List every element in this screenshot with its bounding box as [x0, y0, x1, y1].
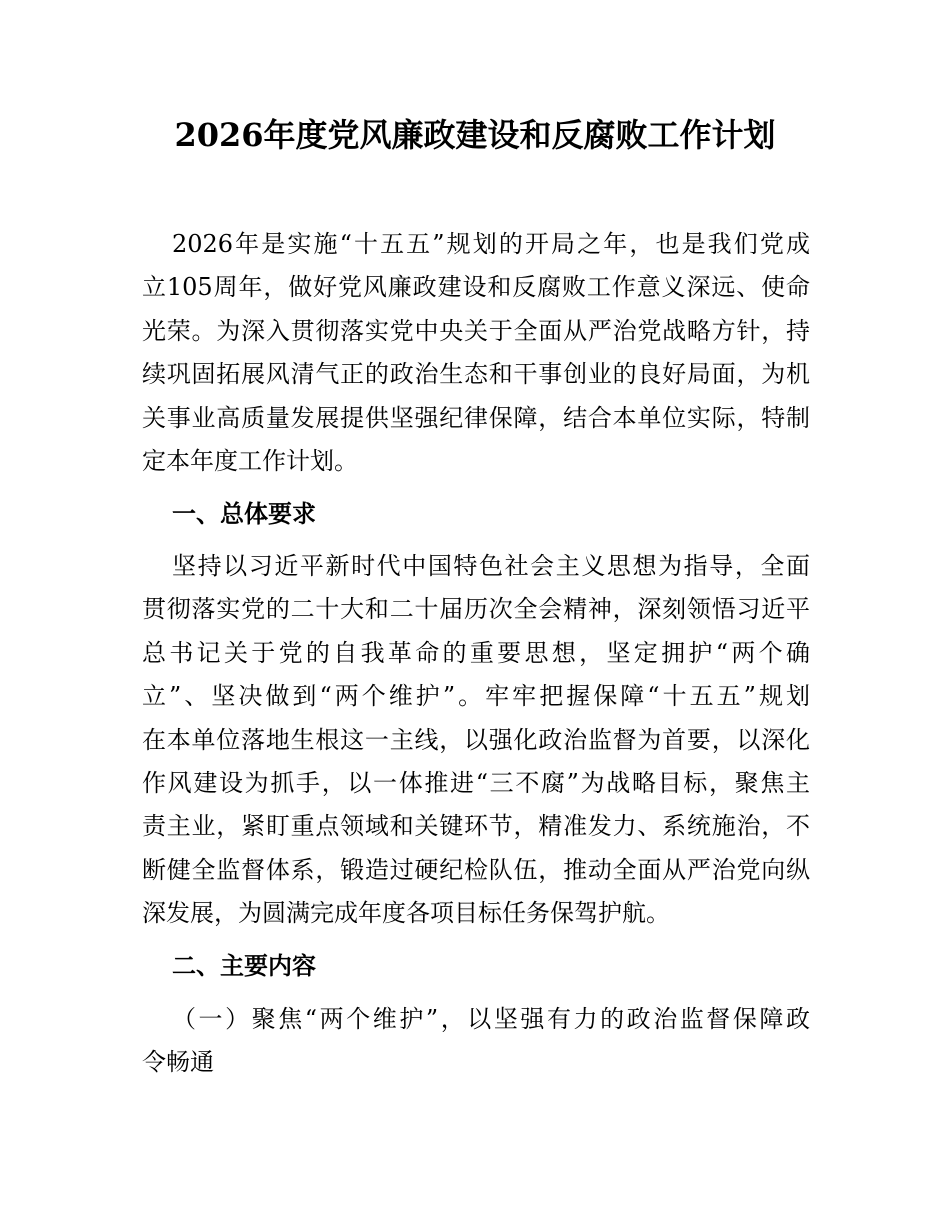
text-line: 断健全监督体系，锻造过硬纪检队伍，推动全面从严治党向纵	[142, 855, 810, 884]
text-line: 立”、坚决做到“两个维护”。牢牢把握保障“十五五”规划	[142, 682, 810, 711]
section-heading-2: 二、主要内容	[172, 952, 316, 980]
text-line: 坚持以习近平新时代中国特色社会主义思想为指导，全面	[172, 552, 810, 580]
text-line: 立105周年，做好党风廉政建设和反腐败工作意义深远、使命	[142, 273, 810, 302]
text-line: 总书记关于党的自我革命的重要思想，坚定拥护“两个确	[142, 638, 810, 667]
text-line: 责主业，紧盯重点领域和关键环节，精准发力、系统施治，不	[142, 812, 810, 841]
subsection-heading-1	[142, 998, 810, 1085]
text-line: 续巩固拓展风清气正的政治生态和干事创业的良好局面，为机	[142, 360, 810, 389]
text-line: 2026年是实施“十五五”规划的开局之年，也是我们党成	[172, 230, 810, 258]
section-heading-1: 一、总体要求	[172, 500, 316, 528]
text-line: 定本年度工作计划。	[142, 446, 358, 475]
text-line: 在本单位落地生根这一主线，以强化政治监督为首要，以深化	[142, 725, 810, 754]
section1-paragraph	[142, 545, 810, 936]
text-line: 深发展，为圆满完成年度各项目标任务保驾护航。	[142, 899, 670, 928]
text-line: 令畅通	[142, 1048, 214, 1077]
intro-paragraph	[142, 223, 810, 483]
text-line: （一）聚焦“两个维护”，以坚强有力的政治监督保障政	[172, 1005, 810, 1033]
document-title: 2026年度党风廉政建设和反腐败工作计划	[174, 116, 776, 154]
text-line: 作风建设为抓手，以一体推进“三不腐”为战略目标，聚焦主	[142, 768, 810, 797]
text-line: 光荣。为深入贯彻落实党中央关于全面从严治党战略方针，持	[142, 316, 810, 345]
text-line: 贯彻落实党的二十大和二十届历次全会精神，深刻领悟习近平	[142, 595, 810, 624]
text-line: 关事业高质量发展提供坚强纪律保障，结合本单位实际，特制	[142, 403, 810, 432]
